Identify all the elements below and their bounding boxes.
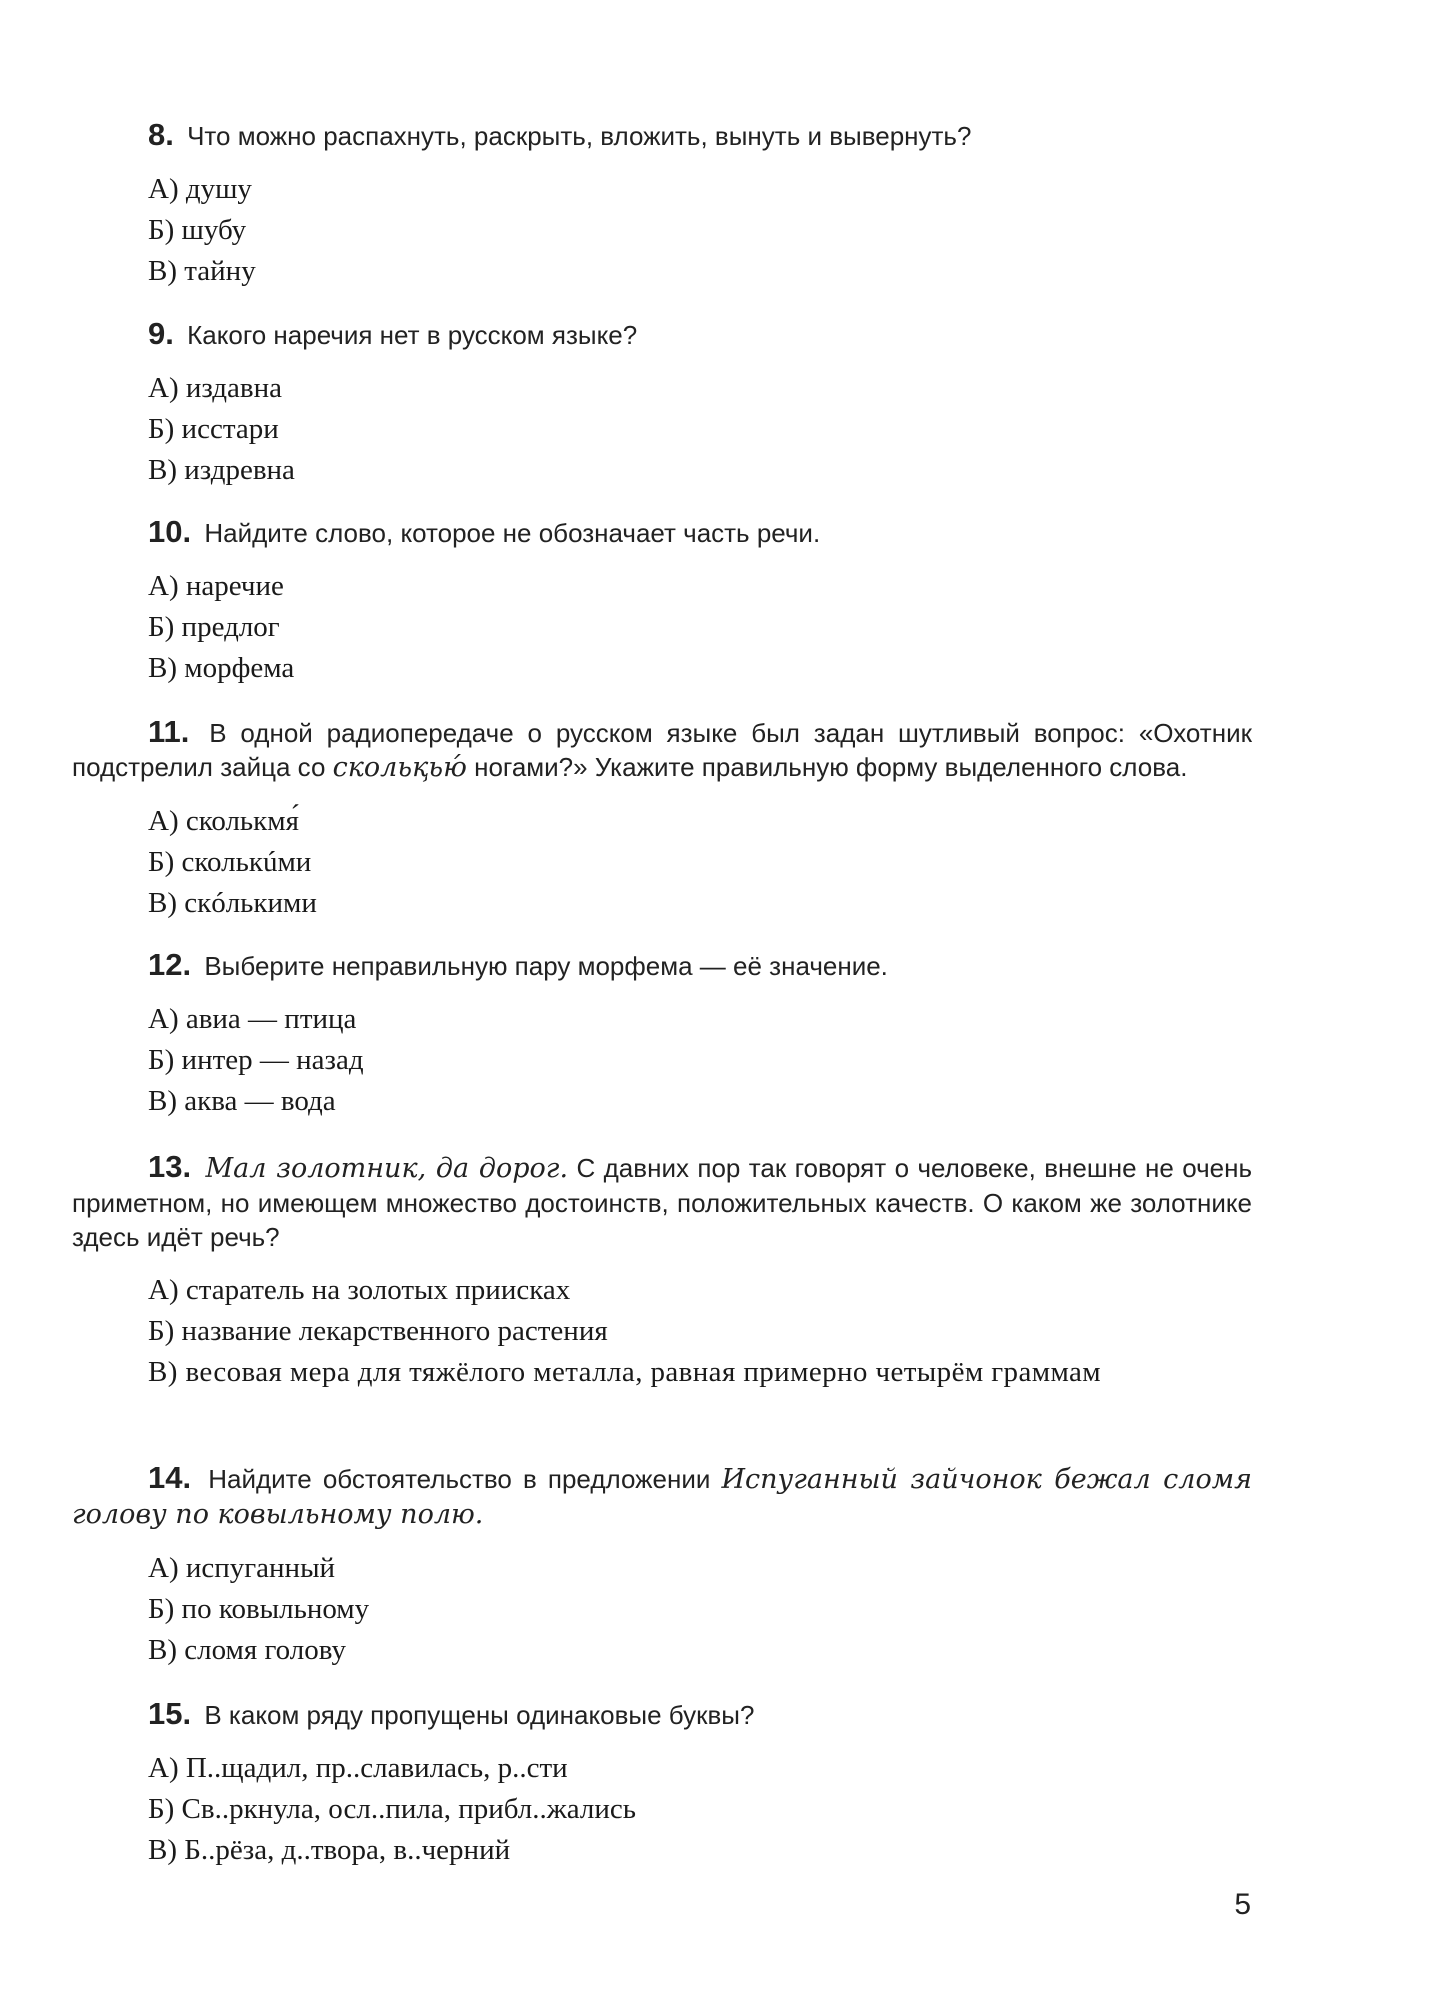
question-number: 10. <box>148 514 192 549</box>
option-b: Б) интер — назад <box>148 1044 364 1076</box>
question-text <box>72 948 1252 983</box>
option-b: Б) по ковыльному <box>148 1593 370 1625</box>
example-sentence: Испуганный зайчонок бежал сломя голову по ковыльному полю. <box>72 1464 1252 1530</box>
option-b: Б) шубу <box>148 214 247 246</box>
answer-options <box>72 1270 1252 1393</box>
question-10 <box>72 515 1252 689</box>
question-prompt: Что можно распахнуть, раскрыть, вложить, вынуть и вывернуть? <box>187 121 972 151</box>
option-a: А) старатель на золотых приисках <box>148 1274 571 1306</box>
question-text <box>72 715 1252 785</box>
option-c: В) морфема <box>148 652 295 684</box>
option-a: А) авиа — птица <box>148 1003 357 1035</box>
option-c: В) Б..рёза, д..твора, в..черний <box>148 1834 511 1866</box>
question-text <box>72 515 1252 550</box>
option-b: Б) исстари <box>148 413 279 445</box>
question-12 <box>72 948 1252 1122</box>
answer-options <box>72 1548 1252 1671</box>
option-b: Б) Св..ркнула, осл..пила, прибл..жались <box>148 1793 637 1825</box>
question-prompt: Какого наречия нет в русском языке? <box>187 320 638 350</box>
answer-options <box>72 566 1252 689</box>
question-prompt: Выберите неправильную пару морфема — её значение. <box>204 951 888 981</box>
answer-options <box>72 169 1252 292</box>
option-c: В) аква — вода <box>148 1085 336 1117</box>
option-a: А) издавна <box>148 372 283 404</box>
option-c: В) тайну <box>148 255 256 287</box>
option-b: Б) сколькúми <box>148 846 312 878</box>
question-number: 15. <box>148 1696 192 1731</box>
question-number: 12. <box>148 947 192 982</box>
option-c: В) сломя голову <box>148 1634 346 1666</box>
question-prompt: В каком ряду пропущены одинаковые буквы? <box>204 1700 755 1730</box>
question-text <box>72 1461 1252 1532</box>
proverb: Мал золотник, да дорог. <box>205 1153 569 1184</box>
option-a: А) наречие <box>148 570 284 602</box>
option-c: В) издревна <box>148 454 295 486</box>
option-a: А) душу <box>148 173 252 205</box>
question-15 <box>72 1697 1252 1871</box>
question-number: 14. <box>148 1460 192 1495</box>
question-number: 8. <box>148 117 174 152</box>
question-prompt-start: В одной радиопередаче о русском языке был задан шутливый вопрос: «Охотник подстрелил зайца со <box>72 718 1252 782</box>
question-text <box>72 1150 1252 1254</box>
question-11 <box>72 715 1252 924</box>
highlighted-word: скольқью́ <box>332 752 467 783</box>
question-prompt: Найдите слово, которое не обозначает часть речи. <box>204 518 821 548</box>
question-text <box>72 317 1252 352</box>
page-number: 5 <box>1234 1888 1251 1921</box>
question-number: 11. <box>148 714 190 749</box>
question-14 <box>72 1461 1252 1671</box>
question-number: 13. <box>148 1149 192 1184</box>
question-9 <box>72 317 1252 491</box>
question-8 <box>72 118 1252 292</box>
question-prompt: Найдите обстоятельство в предложении <box>208 1464 711 1494</box>
answer-options <box>72 999 1252 1122</box>
answer-options <box>72 368 1252 491</box>
option-a: А) П..щадил, пр..славилась, р..сти <box>148 1752 568 1784</box>
option-b: Б) предлог <box>148 611 280 643</box>
question-13 <box>72 1150 1252 1393</box>
option-c: В) скóлькими <box>148 887 317 919</box>
answer-options <box>72 1748 1252 1871</box>
question-number: 9. <box>148 316 174 351</box>
option-a: А) сколькмя́ <box>148 805 299 837</box>
question-prompt: С давних пор так говорят о человеке, внешне не очень приметном, но имеющем множество достоинств, положительных качеств. О каком же золотнике здесь идёт речь? <box>72 1153 1252 1252</box>
answer-options <box>72 801 1252 924</box>
option-c: В) весовая мера для тяжёлого металла, равная примерно четырём граммам <box>148 1356 1102 1388</box>
question-text <box>72 1697 1252 1732</box>
option-a: А) испуганный <box>148 1552 336 1584</box>
question-text <box>72 118 1252 153</box>
option-b: Б) название лекарственного растения <box>148 1315 608 1347</box>
question-prompt-end: ногами?» Укажите правильную форму выделенного слова. <box>474 752 1188 782</box>
